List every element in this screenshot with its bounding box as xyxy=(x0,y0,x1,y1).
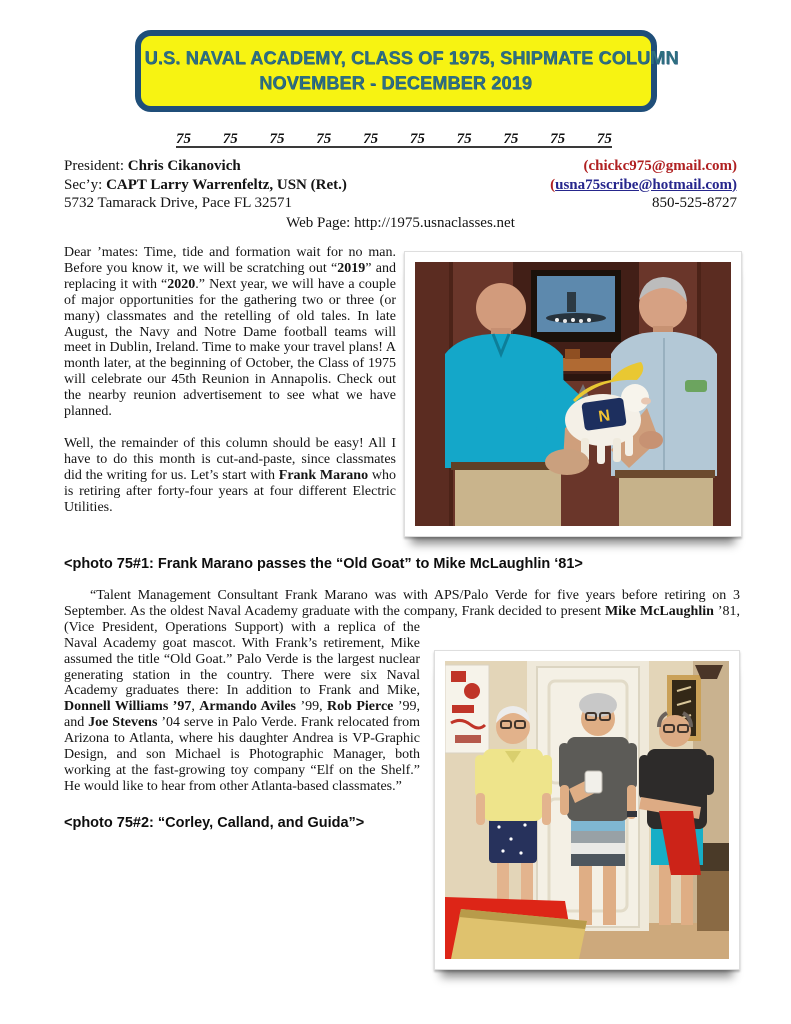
class-year-75: 75 xyxy=(316,131,332,147)
text-segment: Mike McLaughlin xyxy=(604,603,714,619)
text-segment: .” Next year, we will have a couple of major opportunities for the gathering two or three (or many) classmates and the retelling of old tales. In late August, the Navy and Notre Dame football teams will meet in Dublin, Ireland. Time to make your travel plans! A month later, at the beginning of October, the Class of 1975 will celebrate our 45th Reunion in Annapolis. Check out the nearby reunion advertisement to see what we have planned. xyxy=(64,276,397,420)
banner-title-line2: NOVEMBER - DECEMBER 2019 xyxy=(259,73,532,93)
president-name: Chris Cikanovich xyxy=(127,158,241,174)
secretary-email-link[interactable]: usna75scribe@hotmail.com) xyxy=(555,176,737,193)
photo2-left-poster xyxy=(445,665,489,753)
text-segment: Armando Aviles xyxy=(199,699,297,715)
photo-1-goat-handshake xyxy=(415,262,731,526)
photo-2-caption: <photo 75#2: “Corley, Calland, and Guida”> xyxy=(64,814,365,831)
contact-row-president xyxy=(64,157,737,176)
president-email: (chickc975@gmail.com) xyxy=(583,158,737,174)
secretary-email-paren: ( xyxy=(550,176,556,193)
photo-1-caption: <photo 75#1: Frank Marano passes the “Old Goat” to Mike McLaughlin ‘81> xyxy=(64,556,583,572)
photo-1-cell xyxy=(404,251,742,537)
text-segment: ’81, (Vice President, Operations Support) with a replica of the Naval Academy goat mascot. With Frank’s retirement, Mike assumed the title “Old Goat.” Palo Verde is the largest nuclear generating station in the country. There were six Naval Academy graduates there: In addition to Frank and Mike, xyxy=(64,603,741,699)
photo-2-cell xyxy=(434,650,740,970)
text-segment: 2019 xyxy=(337,260,366,276)
class-year-75: 75 xyxy=(503,131,519,147)
paragraph-greeting xyxy=(64,245,396,420)
contact-row-secretary xyxy=(64,176,737,195)
secretary-address: 5732 Tamarack Drive, Pace FL 32571 xyxy=(64,195,293,211)
text-segment: ’99, xyxy=(296,699,328,715)
text-segment: Frank Marano xyxy=(278,467,369,483)
text-segment: who is retiring after forty-four years at four different Electric Utilities. xyxy=(64,467,396,515)
photo-1-frame xyxy=(404,251,742,537)
text-segment: Joe Stevens xyxy=(88,715,158,731)
text-segment: ” and replacing it with “ xyxy=(64,260,396,292)
photo-2-three-men xyxy=(445,661,729,959)
class-year-75: 75 xyxy=(363,131,379,147)
paragraph-column-intro xyxy=(64,436,396,516)
text-segment: “Talent Management Consultant Frank Marano was with APS/Palo Verde for five years before retiring on 3 September. As the oldest Naval Academy graduate with the company, Frank decided xyxy=(64,588,740,619)
class-year-75: 75 xyxy=(456,131,472,147)
class-year-75: 75 xyxy=(596,131,612,147)
class-year-75: 75 xyxy=(269,131,285,147)
text-segment: ’04 serve in Palo Verde. Frank relocated from Arizona to Atlanta, where his daughter Andrea is VP-Graphic Design, and son Michael is Photographic Manager, both working at the fast-growing toy company “Elf on the Shelf.” He would like to hear from other Atlanta-based classmates.” xyxy=(64,715,420,794)
header-banner xyxy=(135,30,679,112)
marano-story-paragraph xyxy=(64,588,740,795)
text-segment: Donnell Williams ’97 xyxy=(64,699,192,715)
contact-row-address xyxy=(64,194,737,213)
secretary-email-wrap xyxy=(550,176,737,195)
secretary-label: Sec’y: xyxy=(64,176,107,193)
banner-title-line1: U.S. NAVAL ACADEMY, CLASS OF 1975, SHIPMATE COLUMN xyxy=(144,48,679,68)
text-segment: Dear ’mates: Time, tide and formation wait for no man. Before you know it, we will be scratching out “ xyxy=(64,245,396,276)
text-segment: ’99, and xyxy=(64,699,420,731)
class-year-75: 75 xyxy=(222,131,238,147)
text-segment: to present xyxy=(545,603,605,619)
class-year-75: 75 xyxy=(176,131,191,147)
text-segment: Well, the remainder of this column should be easy! All I have to do this month is cut-and-paste, since classmates did the writing for us. Let’s start with xyxy=(64,435,396,483)
secretary-name: CAPT Larry Warrenfeltz, USN (Ret.) xyxy=(106,176,347,193)
svg-text:N: N xyxy=(597,407,612,426)
secretary-line xyxy=(64,176,347,195)
text-segment: 2020 xyxy=(167,276,196,292)
intro-section xyxy=(64,245,740,537)
intro-text-column xyxy=(64,245,396,537)
text-segment: Rob Pierce xyxy=(327,699,394,715)
text-segment: , xyxy=(191,699,200,715)
photo2-table xyxy=(445,897,587,959)
secretary-phone: 850-525-8727 xyxy=(652,195,737,211)
president-line xyxy=(64,157,241,176)
contact-block xyxy=(64,157,737,232)
photo-2-frame xyxy=(434,650,740,970)
class-75-divider xyxy=(176,129,612,148)
webpage-line: Web Page: http://1975.usnaclasses.net xyxy=(286,214,515,231)
class-year-75: 75 xyxy=(550,131,566,147)
president-label: President: xyxy=(64,158,128,174)
class-year-75: 75 xyxy=(409,131,425,147)
